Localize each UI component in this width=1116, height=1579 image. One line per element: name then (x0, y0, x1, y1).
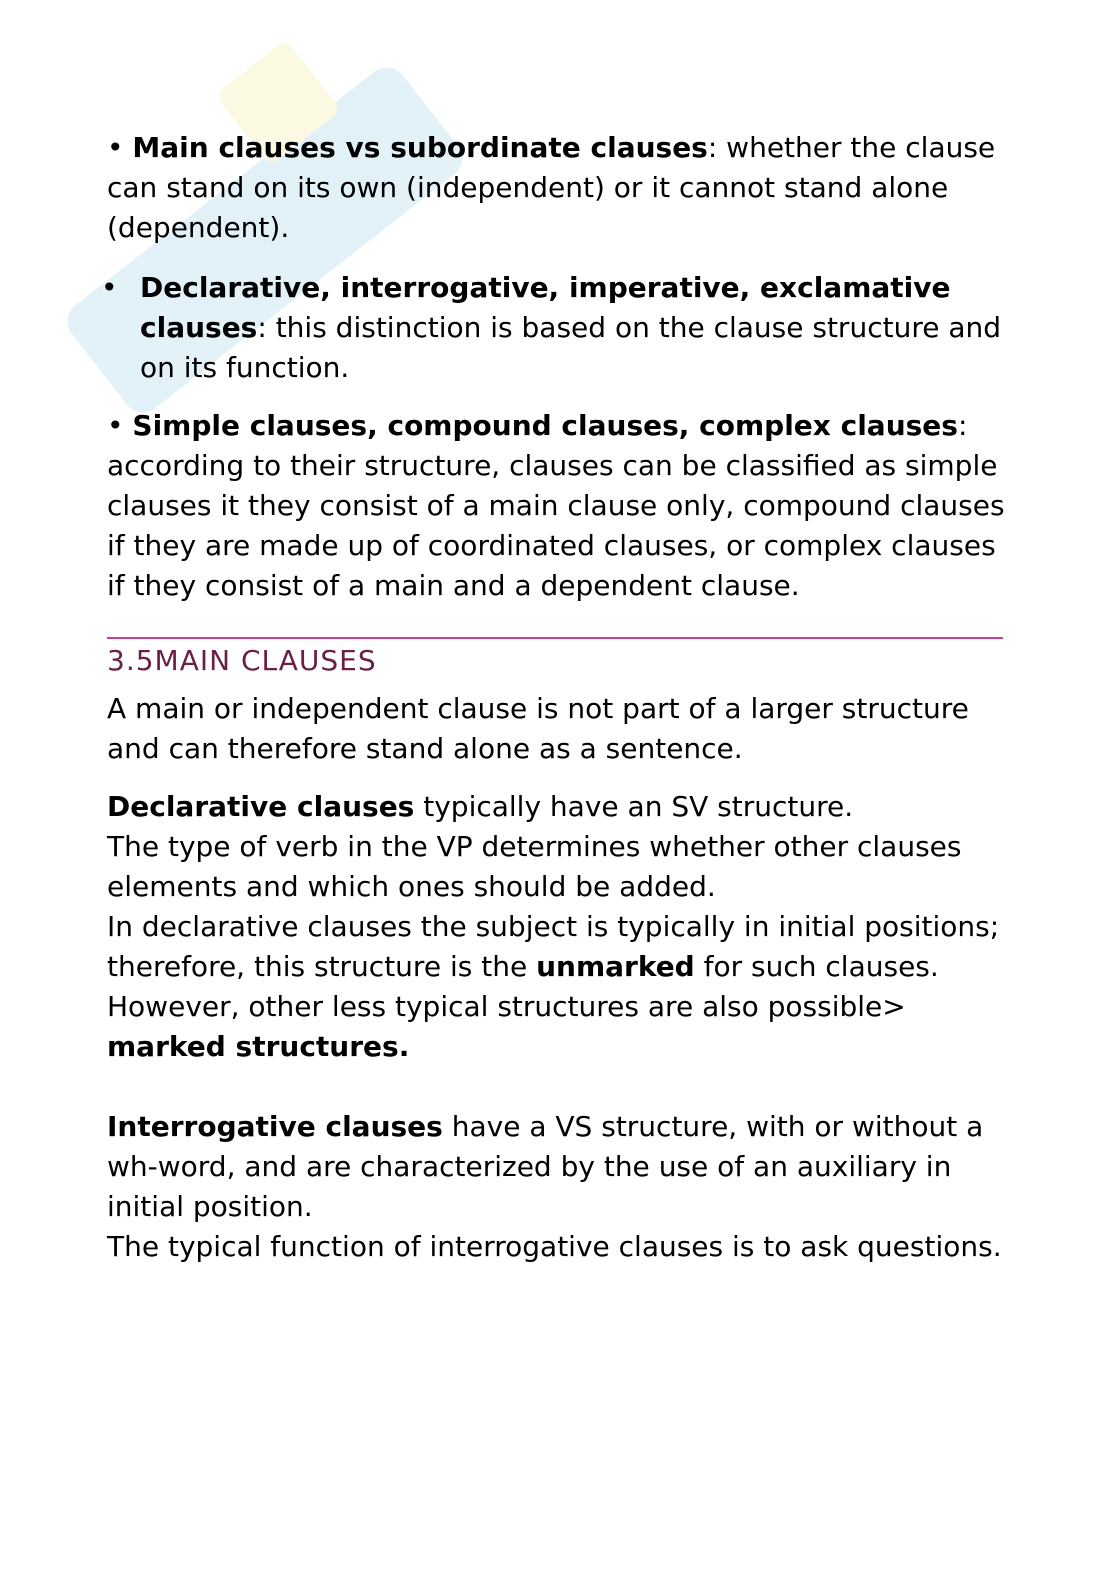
bullet-marker: • (101, 271, 118, 304)
interrogative-line-2: The typical function of interrogative clauses is to ask questions. (107, 1230, 1002, 1263)
unmarked-term: unmarked (536, 950, 695, 983)
section-divider (107, 637, 1003, 639)
bullet-marker: • (107, 409, 124, 442)
spacer (107, 1067, 1007, 1107)
declarative-term: Declarative clauses (107, 790, 415, 823)
bullet-marker: • (107, 131, 124, 164)
bullet-text: : whether the clause can stand on its own (independent) or it cannot stand alone (dependent). (107, 131, 996, 244)
section-heading: 3.5MAIN CLAUSES (107, 644, 377, 677)
bullet-term: Main clauses vs subordinate clauses (132, 131, 708, 164)
bullet-text: : this distinction is based on the clause structure and on its function. (140, 311, 1002, 384)
bullet-term: Declarative, interrogative, imperative, exclamative clauses (140, 271, 951, 344)
bullet-term: Simple clauses, compound clauses, complex clauses (132, 409, 958, 442)
interrogative-paragraph (107, 1107, 1007, 1267)
interrogative-term: Interrogative clauses (107, 1110, 443, 1143)
bullet-declarative-interrogative (101, 268, 1007, 388)
declarative-line-4a: However, other less typical structures are also possible> (107, 990, 906, 1023)
marked-structures-term: marked structures. (107, 1030, 410, 1063)
declarative-line-1: typically have an SV structure. (414, 790, 854, 823)
bullet-main-vs-subordinate (107, 128, 1007, 248)
main-clause-intro: A main or independent clause is not part of a larger structure and can therefore stand alone as a sentence. (107, 692, 969, 765)
interrogative-line-1: have a VS structure, with or without a wh-word, and are characterized by the use of an auxiliary in initial position. (107, 1110, 984, 1223)
document-body (101, 128, 1007, 1267)
declarative-line-2: The type of verb in the VP determines whether other clauses elements and which ones should be added. (107, 830, 962, 903)
bullet-text: : according to their structure, clauses can be classified as simple clauses it they consist of a main clause only, compound clauses if they are made up of coordinated clauses, or complex clauses if they consist of a main and a dependent clause. (107, 409, 1005, 602)
declarative-line-3a: In declarative clauses the subject is typically in initial positions; therefore, this structure is the (107, 910, 1000, 983)
declarative-paragraph (107, 787, 1007, 1067)
declarative-line-3c: for such clauses. (694, 950, 939, 983)
bullet-simple-compound-complex (107, 406, 1007, 606)
